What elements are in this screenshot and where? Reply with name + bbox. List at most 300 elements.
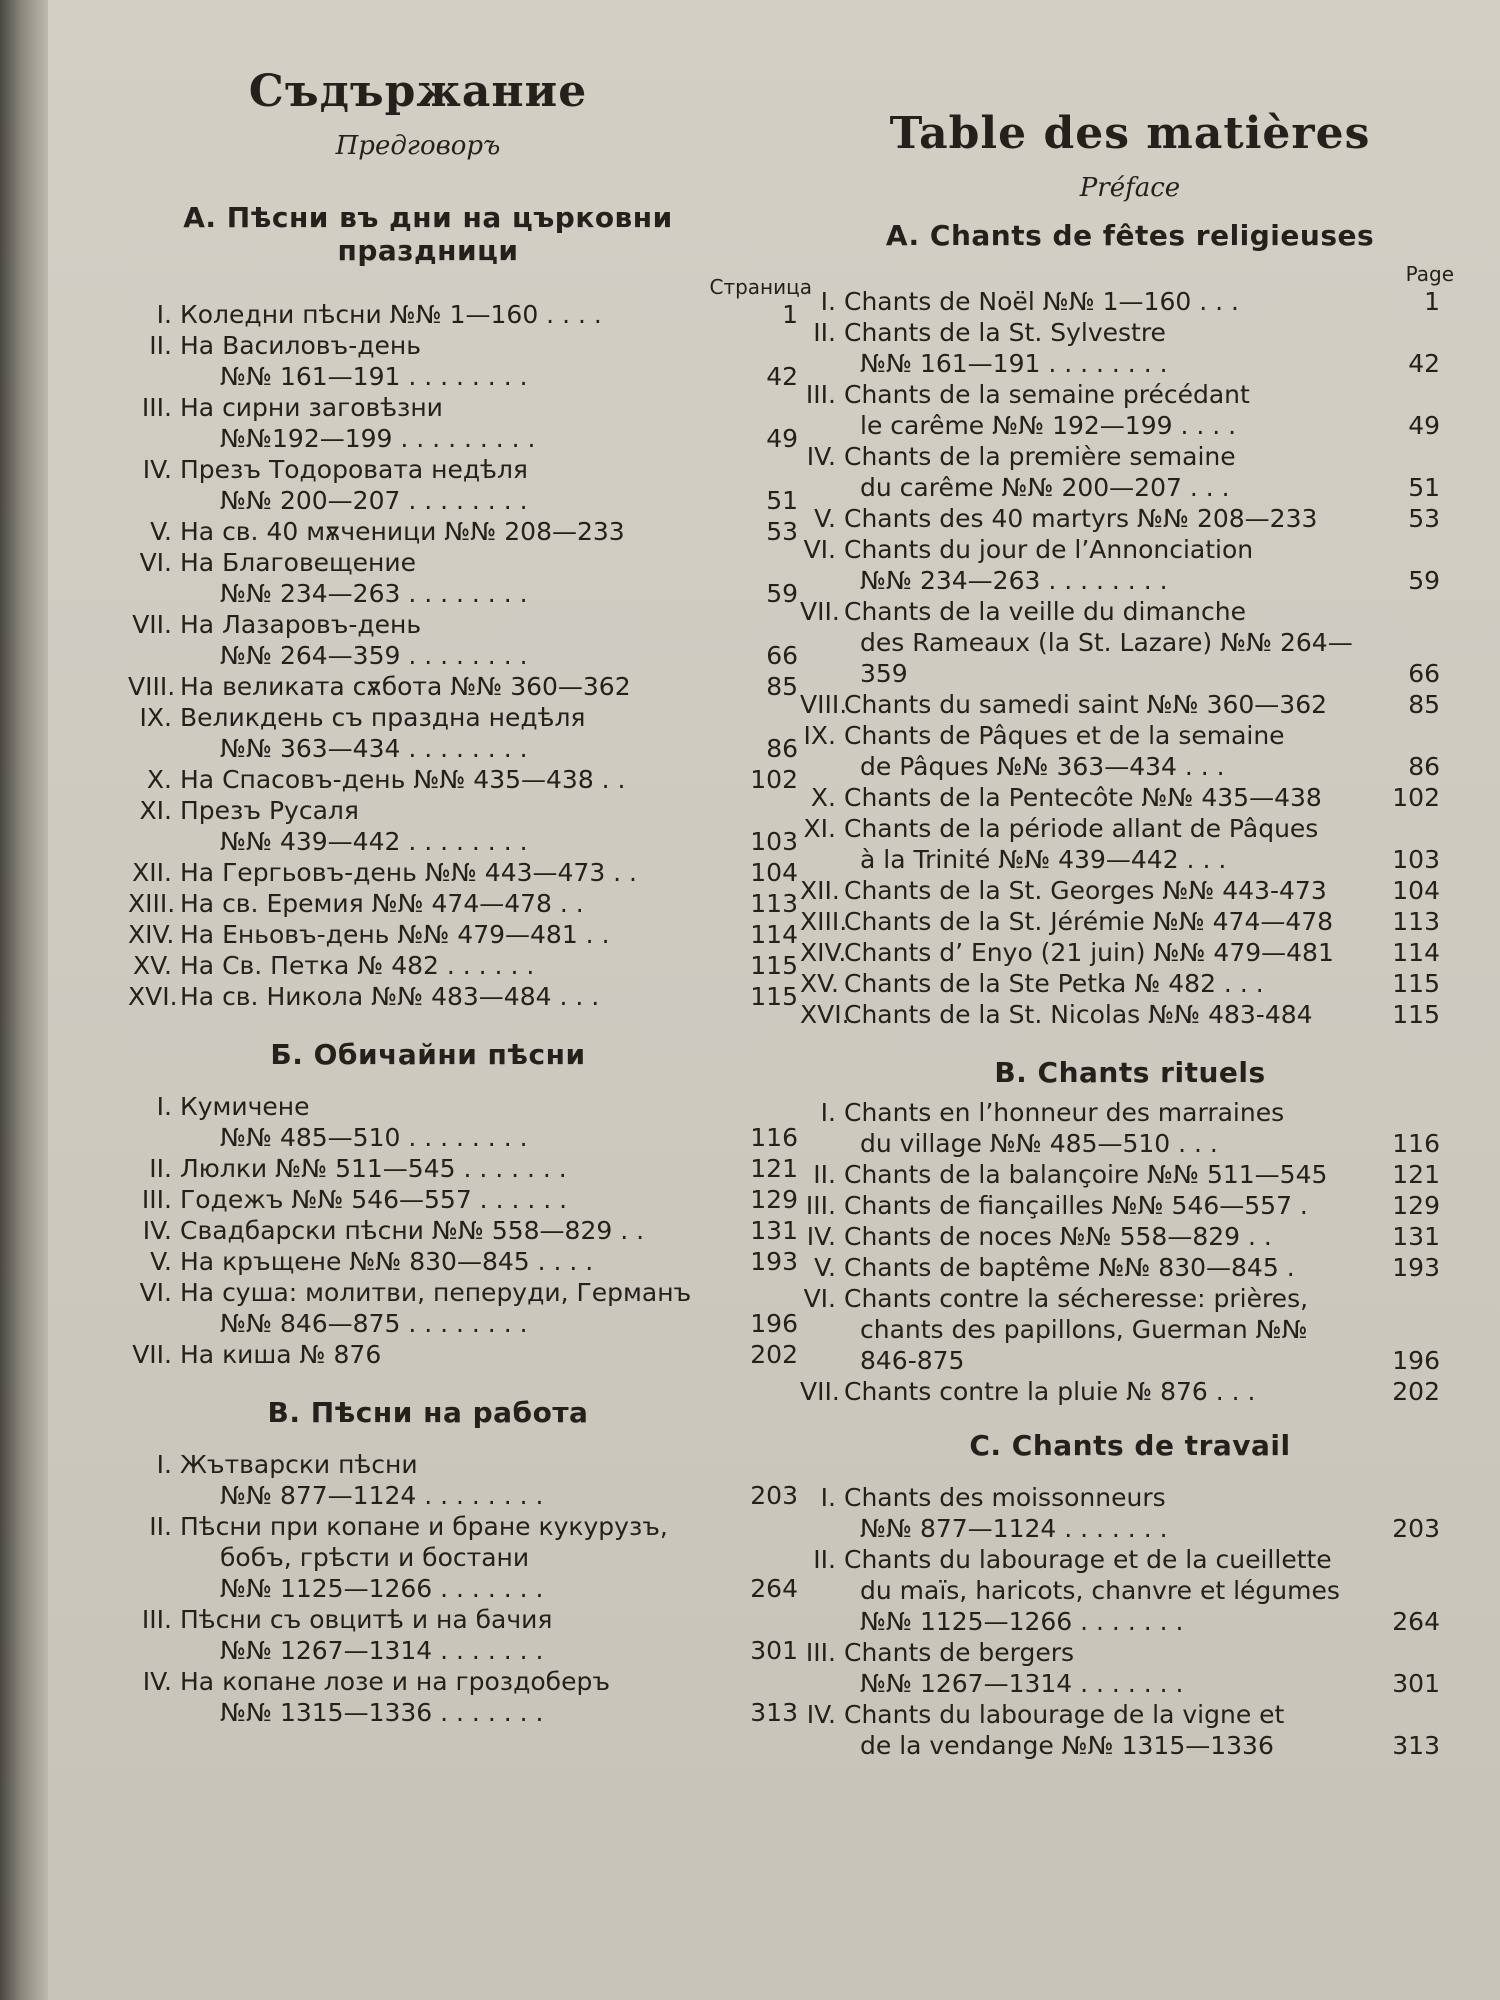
sections-container (128, 201, 818, 1728)
entry-number: XIII. (800, 907, 848, 936)
entry-first-line (128, 764, 728, 795)
entry-page-number: 1 (782, 300, 798, 329)
entry-number: V. (150, 1247, 172, 1276)
entry-text (128, 1511, 728, 1604)
entry-first-line (800, 1376, 1370, 1407)
entry-page-number: 203 (1392, 1514, 1440, 1543)
entry-number: II. (149, 1154, 172, 1183)
toc-entry[interactable] (128, 392, 798, 454)
entry-number: XIII. (128, 889, 176, 918)
entry-page-number: 203 (750, 1481, 798, 1510)
entry-first-line (128, 1215, 728, 1246)
entry-first-line (128, 1277, 728, 1308)
entry-page-number: 66 (1408, 659, 1440, 688)
toc-entry[interactable] (128, 1666, 798, 1728)
entry-title: Пѣсни при копане и бране кукурузъ, (180, 1512, 668, 1541)
page-column-header: Страница (709, 275, 812, 299)
toc-section (800, 1429, 1460, 1761)
entry-continuation: des Rameaux (la St. Lazare) №№ 264—359 (860, 628, 1353, 688)
entry-title: Chants de la première semaine (844, 442, 1236, 471)
entry-title: Chants de la St. Nicolas №№ 483-484 (844, 1000, 1313, 1029)
entry-first-line (128, 1449, 728, 1480)
entry-continuation: à la Trinité №№ 439—442 . . . (860, 845, 1227, 874)
entry-text (128, 1604, 728, 1666)
toc-section (128, 1396, 818, 1728)
toc-entry[interactable] (800, 534, 1440, 596)
entry-continuation: №№ 264—359 . . . . . . . . (220, 641, 528, 670)
toc-entry[interactable] (128, 1153, 798, 1184)
entry-title: Chants de la Pentecôte №№ 435—438 (844, 783, 1322, 812)
sections-container (800, 219, 1460, 1761)
toc-entry[interactable] (800, 968, 1440, 999)
entry-text (128, 1666, 728, 1728)
toc-entry[interactable] (800, 1283, 1440, 1376)
entry-page-number: 59 (766, 579, 798, 608)
entry-title: Chants de la semaine précédant (844, 380, 1250, 409)
toc-entry[interactable] (128, 888, 798, 919)
entry-title: На кръщене №№ 830—845 . . . . (180, 1247, 594, 1276)
entry-number: X. (146, 765, 172, 794)
entry-number: VII. (132, 1340, 172, 1369)
entry-first-line (128, 1604, 728, 1635)
entry-title: Жътварски пѣсни (180, 1450, 418, 1479)
entry-title: Chants de baptême №№ 830—845 . (844, 1253, 1295, 1282)
toc-section (128, 201, 818, 1012)
toc-entry[interactable] (800, 1190, 1440, 1221)
entry-first-line (800, 596, 1370, 627)
entry-first-line (128, 981, 728, 1012)
entry-number: VI. (139, 548, 172, 577)
entry-first-line (800, 1097, 1370, 1128)
entry-first-line (800, 875, 1370, 906)
entry-page-number: 196 (1392, 1346, 1440, 1375)
entry-first-line (128, 795, 728, 826)
entry-first-line (128, 609, 728, 640)
entry-number: VII. (132, 610, 172, 639)
entry-text (800, 1221, 1370, 1252)
toc-entry[interactable] (128, 1246, 798, 1277)
toc-entry[interactable] (800, 1159, 1440, 1190)
entry-page-number: 301 (750, 1636, 798, 1665)
entry-number: VII. (800, 597, 840, 626)
section-title: Б. Обичайни пѣсни (270, 1038, 586, 1071)
toc-entry[interactable] (128, 609, 798, 671)
entry-page-number: 313 (1392, 1731, 1440, 1760)
entry-number: IV. (142, 455, 172, 484)
entry-title: На великата сѫбота №№ 360—362 (180, 672, 631, 701)
entry-page-number: 85 (1408, 690, 1440, 719)
entry-page-number: 104 (750, 858, 798, 887)
entry-continuation: №№ 1267—1314 . . . . . . . (220, 1636, 544, 1665)
entry-text (128, 454, 728, 516)
toc-entry[interactable] (800, 937, 1440, 968)
entry-first-line (800, 782, 1370, 813)
toc-entry[interactable] (128, 1449, 798, 1511)
toc-entry[interactable] (800, 596, 1440, 689)
toc-entry[interactable] (800, 906, 1440, 937)
entry-title: Chants du labourage et de la cueillette (844, 1545, 1332, 1574)
entry-page-number: 86 (1408, 752, 1440, 781)
toc-entry[interactable] (800, 1221, 1440, 1252)
entry-first-line (800, 813, 1370, 844)
entry-page-number: 53 (1408, 504, 1440, 533)
entry-first-line (128, 330, 728, 361)
entry-title: Люлки №№ 511—545 . . . . . . . (180, 1154, 567, 1183)
entry-number: VI. (139, 1278, 172, 1307)
entry-continuation: №№ 234—263 . . . . . . . . (220, 579, 528, 608)
entry-first-line (128, 547, 728, 578)
entry-continuation: №№ 846—875 . . . . . . . . (220, 1309, 528, 1338)
entry-page-number: 202 (750, 1340, 798, 1369)
entry-number: IV. (806, 1700, 836, 1729)
entry-number: II. (813, 318, 836, 347)
entry-page-number: 49 (1408, 411, 1440, 440)
entry-first-line (128, 857, 728, 888)
toc-entry[interactable] (800, 317, 1440, 379)
entry-text (128, 1215, 728, 1246)
entry-title: Chants des 40 martyrs №№ 208—233 (844, 504, 1318, 533)
toc-entry[interactable] (800, 286, 1440, 317)
entry-first-line (128, 454, 728, 485)
entry-continuation: chants des papillons, Guerman №№ 846-875 (860, 1315, 1308, 1375)
toc-entry[interactable] (800, 441, 1440, 503)
entry-title: Коледни пѣсни №№ 1—160 . . . . (180, 300, 602, 329)
toc-entry[interactable] (128, 1511, 798, 1604)
toc-entry[interactable] (800, 999, 1440, 1030)
book-gutter-shadow (0, 0, 48, 2000)
entry-continuation: №№ 1315—1336 . . . . . . . (220, 1698, 544, 1727)
entry-text (128, 1153, 728, 1184)
spacer (128, 1429, 818, 1449)
entry-first-line (128, 1153, 728, 1184)
toc-entry[interactable] (128, 547, 798, 609)
entry-continuation: №№ 877—1124 . . . . . . . . (220, 1481, 544, 1510)
entry-title: Chants du jour de l’Annonciation (844, 535, 1254, 564)
entry-text (128, 1449, 728, 1511)
entry-number: I. (820, 1098, 836, 1127)
entry-continuation: №№ 161—191 . . . . . . . . (860, 349, 1168, 378)
entry-continuation: №№ 1125—1266 . . . . . . . (220, 1574, 544, 1603)
entry-continuation: de Pâques №№ 363—434 . . . (860, 752, 1225, 781)
entry-title: Chants de la St. Jérémie №№ 474—478 (844, 907, 1334, 936)
entry-text (800, 1283, 1370, 1376)
entry-page-number: 129 (750, 1185, 798, 1214)
entry-text (128, 516, 728, 547)
entry-text (800, 937, 1370, 968)
entry-title: Кумичене (180, 1092, 310, 1121)
toc-entry[interactable] (800, 1097, 1440, 1159)
entry-page-number: 116 (750, 1123, 798, 1152)
section-title: B. Chants rituels (994, 1056, 1266, 1089)
spacer (800, 1089, 1460, 1097)
entry-number: VIII. (800, 690, 848, 719)
entry-number: VIII. (128, 672, 176, 701)
entry-title: Chants de fiançailles №№ 546—557 . (844, 1191, 1308, 1220)
entry-text (128, 1277, 728, 1339)
book-page (48, 0, 1500, 2000)
entry-title: На суша: молитви, пеперуди, Германъ (180, 1278, 692, 1307)
section-title: A. Chants de fêtes religieuses (885, 219, 1375, 252)
entry-title: Пѣсни съ овцитѣ и на бачия (180, 1605, 553, 1634)
toc-entry[interactable] (128, 1339, 798, 1370)
entry-first-line (128, 516, 728, 547)
toc-entry[interactable] (128, 857, 798, 888)
entry-text (128, 392, 728, 454)
entry-number: I. (820, 287, 836, 316)
entry-first-line (128, 1666, 728, 1697)
entry-page-number: 313 (750, 1698, 798, 1727)
entry-continuation: №№ 200—207 . . . . . . . . (220, 486, 528, 515)
entry-title: На Лазаровъ-день (180, 610, 422, 639)
entry-number: I. (156, 1092, 172, 1121)
entry-text (800, 1097, 1370, 1159)
entry-title: На св. Еремия №№ 474—478 . . (180, 889, 584, 918)
entry-number: XII. (800, 876, 840, 905)
toc-entry[interactable] (128, 1215, 798, 1246)
entry-page-number: 103 (1392, 845, 1440, 874)
entry-text (128, 1184, 728, 1215)
section-title: В. Пѣсни на работа (267, 1396, 589, 1429)
entry-number: V. (814, 1253, 836, 1282)
entry-title: Chants de la St. Sylvestre (844, 318, 1166, 347)
entry-title: Chants de la veille du dimanche (844, 597, 1246, 626)
entry-first-line (800, 1221, 1370, 1252)
toc-entry[interactable] (800, 689, 1440, 720)
entry-text (128, 888, 728, 919)
entry-page-number: 301 (1392, 1669, 1440, 1698)
entry-title: Chants en l’honneur des marraines (844, 1098, 1285, 1127)
entry-first-line (800, 379, 1370, 410)
entry-text (128, 547, 728, 609)
entry-first-line (128, 950, 728, 981)
entry-first-line (128, 1246, 728, 1277)
entry-title: Chants du labourage de la vigne et (844, 1700, 1285, 1729)
entry-page-number: 1 (1424, 287, 1440, 316)
toc-entry[interactable] (128, 454, 798, 516)
entry-text (128, 981, 728, 1012)
toc-entry[interactable] (128, 299, 798, 330)
entry-page-number: 114 (1392, 938, 1440, 967)
entry-text (128, 1339, 728, 1370)
entry-number: XIV. (128, 920, 175, 949)
toc-entry[interactable] (128, 330, 798, 392)
entry-title: Chants de Noël №№ 1—160 . . . (844, 287, 1239, 316)
entry-title: Chants de la balançoire №№ 511—545 (844, 1160, 1328, 1189)
entry-text (128, 857, 728, 888)
entry-number: IV. (806, 442, 836, 471)
entry-first-line (800, 441, 1370, 472)
entry-page-number: 193 (1392, 1253, 1440, 1282)
entry-continuation: №№ 234—263 . . . . . . . . (860, 566, 1168, 595)
entry-first-line (128, 1339, 728, 1370)
entry-text (128, 609, 728, 671)
entry-number: IX. (139, 703, 172, 732)
contents-title: Съдържание (248, 66, 588, 117)
entry-number: I. (820, 1483, 836, 1512)
entry-page-number: 115 (1392, 969, 1440, 998)
toc-entry[interactable] (800, 782, 1440, 813)
entry-title: Chants de Pâques et de la semaine (844, 721, 1285, 750)
toc-entry[interactable] (128, 981, 798, 1012)
entry-number: VII. (800, 1377, 840, 1406)
entry-text (128, 1246, 728, 1277)
entry-title: На Еньовъ-день №№ 479—481 . . (180, 920, 610, 949)
entry-text (800, 441, 1370, 503)
entry-page-number: 49 (766, 424, 798, 453)
entry-page-number: 102 (750, 765, 798, 794)
entry-page-number: 85 (766, 672, 798, 701)
entry-page-number: 116 (1392, 1129, 1440, 1158)
entry-number: X. (810, 783, 836, 812)
toc-entry[interactable] (800, 813, 1440, 875)
entry-text (800, 720, 1370, 782)
toc-entry[interactable] (800, 379, 1440, 441)
entry-page-number: 121 (750, 1154, 798, 1183)
entry-continuation: бобъ, грѣсти и бостани (220, 1543, 530, 1572)
entry-continuation: №№ 439—442 . . . . . . . . (220, 827, 528, 856)
preface-label: Предговоръ (335, 131, 501, 161)
toc-entry[interactable] (128, 795, 798, 857)
entry-number: II. (813, 1545, 836, 1574)
entry-page-number: 131 (1392, 1222, 1440, 1251)
entry-number: I. (156, 1450, 172, 1479)
entry-page-number: 42 (1408, 349, 1440, 378)
toc-entry[interactable] (128, 702, 798, 764)
entry-first-line (800, 1252, 1370, 1283)
entry-continuation: le carême №№ 192—199 . . . . (860, 411, 1237, 440)
entry-page-number: 103 (750, 827, 798, 856)
entry-page-number: 51 (766, 486, 798, 515)
entry-number: VI. (803, 535, 836, 564)
entry-first-line (128, 392, 728, 423)
entry-number: XVI. (800, 1000, 850, 1029)
entry-title: На Гергьовъ-день №№ 443—473 . . (180, 858, 638, 887)
bulgarian-contents-column (128, 0, 818, 1728)
entry-page-number: 121 (1392, 1160, 1440, 1189)
entry-text (800, 1159, 1370, 1190)
entry-first-line (128, 888, 728, 919)
entry-first-line (800, 999, 1370, 1030)
page-column-header: Page (1405, 262, 1454, 286)
entry-page-number: 113 (1392, 907, 1440, 936)
entry-title: На св. 40 мѫченици №№ 208—233 (180, 517, 625, 546)
toc-entry[interactable] (800, 1544, 1440, 1637)
entry-title: На Св. Петка № 482 . . . . . . (180, 951, 535, 980)
toc-entry[interactable] (800, 503, 1440, 534)
entry-title: Chants contre la pluie № 876 . . . (844, 1377, 1256, 1406)
entry-number: II. (149, 331, 172, 360)
entry-number: VI. (803, 1284, 836, 1313)
toc-entry[interactable] (128, 1604, 798, 1666)
toc-entry[interactable] (800, 1637, 1440, 1699)
entry-first-line (800, 1544, 1370, 1575)
section-title: А. Пѣсни въ дни на църковни праздници (183, 201, 673, 267)
entry-title: Chants de la Ste Petka № 482 . . . (844, 969, 1264, 998)
entry-text (800, 689, 1370, 720)
entry-page-number: 66 (766, 641, 798, 670)
entry-first-line (128, 1184, 728, 1215)
entry-first-line (800, 720, 1370, 751)
entry-first-line (800, 937, 1370, 968)
entry-continuation: №№ 485—510 . . . . . . . . (220, 1123, 528, 1152)
entry-text (800, 999, 1370, 1030)
entry-text (128, 299, 728, 330)
toc-entry[interactable] (800, 1482, 1440, 1544)
preface-label: Préface (1079, 173, 1181, 203)
entry-number: III. (805, 1638, 836, 1667)
entry-number: III. (141, 393, 172, 422)
entry-title: Презъ Тодоровата недѣля (180, 455, 528, 484)
entry-title: Chants contre la sécheresse: prières, (844, 1284, 1309, 1313)
toc-entry[interactable] (800, 875, 1440, 906)
entry-number: IV. (142, 1216, 172, 1245)
entry-page-number: 264 (750, 1574, 798, 1603)
entry-page-number: 114 (750, 920, 798, 949)
entry-text (800, 782, 1370, 813)
toc-entry[interactable] (800, 1252, 1440, 1283)
entry-title: Chants des moissonneurs (844, 1483, 1166, 1512)
toc-entry[interactable] (128, 671, 798, 702)
entry-page-number: 193 (750, 1247, 798, 1276)
entry-text (800, 968, 1370, 999)
spacer (128, 1071, 818, 1091)
toc-entry[interactable] (800, 1376, 1440, 1407)
entry-first-line (128, 1091, 728, 1122)
entry-first-line (800, 1637, 1370, 1668)
entry-number: XI. (803, 814, 836, 843)
toc-entry[interactable] (800, 1699, 1440, 1761)
entry-page-number: 131 (750, 1216, 798, 1245)
entry-text (800, 813, 1370, 875)
entry-title: Великдень съ праздна недѣля (180, 703, 586, 732)
entry-first-line (800, 1159, 1370, 1190)
entry-text (800, 906, 1370, 937)
entry-text (128, 1091, 728, 1153)
entry-title: На Василовъ-день (180, 331, 421, 360)
entry-continuation: №№192—199 . . . . . . . . . (220, 424, 536, 453)
entry-number: III. (141, 1605, 172, 1634)
entry-title: Свадбарски пѣсни №№ 558—829 . . (180, 1216, 645, 1245)
entry-first-line (800, 503, 1370, 534)
toc-entry[interactable] (128, 950, 798, 981)
entry-title: На сирни заговѣзни (180, 393, 443, 422)
entry-text (800, 1190, 1370, 1221)
entry-title: Презъ Русаля (180, 796, 359, 825)
toc-entry[interactable] (128, 516, 798, 547)
toc-entry[interactable] (128, 919, 798, 950)
entry-page-number: 196 (750, 1309, 798, 1338)
toc-entry[interactable] (128, 1184, 798, 1215)
toc-entry[interactable] (128, 764, 798, 795)
entry-number: XII. (132, 858, 172, 887)
entry-number: II. (149, 1512, 172, 1541)
entry-page-number: 42 (766, 362, 798, 391)
toc-entry[interactable] (800, 720, 1440, 782)
entry-title: На копане лозе и на гроздоберъ (180, 1667, 611, 1696)
entry-text (800, 503, 1370, 534)
contents-title: Table des matières (889, 108, 1371, 159)
entry-text (128, 702, 728, 764)
toc-entry[interactable] (128, 1277, 798, 1339)
entry-text (800, 1482, 1370, 1544)
entry-page-number: 51 (1408, 473, 1440, 502)
entry-number: XI. (139, 796, 172, 825)
toc-entry[interactable] (128, 1091, 798, 1153)
entry-text (128, 330, 728, 392)
entry-first-line (128, 702, 728, 733)
entry-first-line (128, 1511, 728, 1542)
entry-title: Chants du samedi saint №№ 360—362 (844, 690, 1328, 719)
